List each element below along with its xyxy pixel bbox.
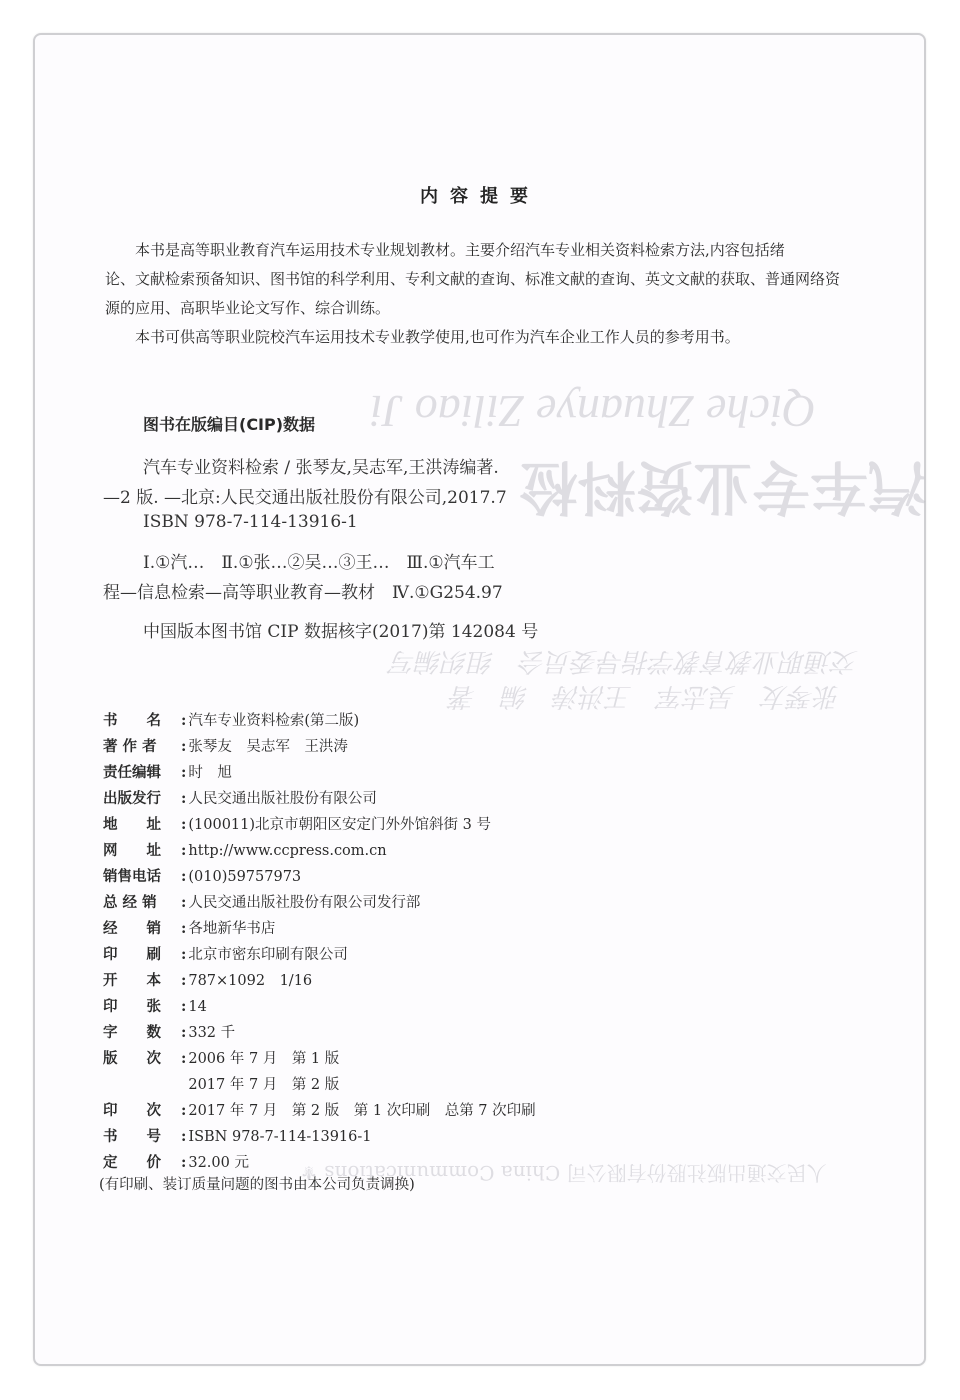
info-value: 2017 年 7 月 第 2 版	[188, 1077, 340, 1093]
info-value: 2006 年 7 月 第 1 版	[188, 1051, 340, 1067]
info-value: 张琴友 吴志军 王洪涛	[188, 739, 348, 755]
info-value: 各地新华书店	[188, 921, 276, 937]
info-value: 14	[188, 999, 207, 1015]
info-value: http://www.ccpress.com.cn	[188, 843, 387, 859]
info-label: 书 名	[103, 713, 161, 729]
info-row-publisher: 出版发行 : 人民交通出版社股份有限公司	[103, 787, 377, 811]
abstract-line: 本书可供高等职业院校汽车运用技术专业教学使用,也可作为汽车企业工作人员的参考用书。	[135, 328, 740, 346]
info-row-author: 著 作 者 : 张琴友 吴志军 王洪涛	[103, 735, 348, 759]
cip-line: 程—信息检索—高等职业教育—教材 Ⅳ.①G254.97	[103, 583, 503, 603]
info-value: 32.00 元	[188, 1155, 249, 1171]
info-row-sheets: 印 张 : 14	[103, 995, 207, 1019]
abstract-title: 内容提要	[420, 186, 540, 207]
cip-isbn: ISBN 978-7-114-13916-1	[143, 512, 358, 532]
info-label: 字 数	[103, 1025, 161, 1041]
info-value: 2017 年 7 月 第 2 版 第 1 次印刷 总第 7 次印刷	[188, 1103, 536, 1119]
abstract-line: 论、文献检索预备知识、图书馆的科学利用、专利文献的查询、标准文献的查询、英文文献的获取、普通网络资	[105, 270, 841, 288]
info-label: 销售电话	[103, 869, 161, 885]
info-value: 人民交通出版社股份有限公司发行部	[188, 895, 421, 911]
info-row-edition-2	[103, 1073, 339, 1097]
info-value: 787×1092 1/16	[188, 973, 313, 989]
info-row-printing: 印 次 : 2017 年 7 月 第 2 版 第 1 次印刷 总第 7 次印刷	[103, 1099, 536, 1123]
info-value: 时 旭	[188, 765, 232, 781]
info-label: 印 次	[103, 1103, 161, 1119]
cip-heading: 图书在版编目(CIP)数据	[143, 415, 316, 434]
info-row-price: 定 价 : 32.00 元	[103, 1151, 249, 1175]
info-value: 北京市密东印刷有限公司	[188, 947, 348, 963]
cip-line: —2 版. —北京:人民交通出版社股份有限公司,2017.7	[103, 488, 507, 508]
info-label: 出版发行	[103, 791, 161, 807]
info-label: 责任编辑	[103, 765, 161, 781]
info-label: 著 作 者	[103, 739, 157, 755]
info-row-editor: 责任编辑 : 时 旭	[103, 761, 232, 785]
info-label: 经 销	[103, 921, 161, 937]
info-row-isbn: 书 号 : ISBN 978-7-114-13916-1	[103, 1125, 372, 1149]
info-label: 书 号	[103, 1129, 161, 1145]
info-value: 332 千	[188, 1025, 236, 1041]
info-label: 版 次	[103, 1051, 161, 1067]
info-row-edition: 版 次 : 2006 年 7 月 第 1 版	[103, 1047, 339, 1071]
info-row-title: 书 名 : 汽车专业资料检索(第二版)	[103, 709, 359, 733]
info-label: 开 本	[103, 973, 161, 989]
info-label: 印 张	[103, 999, 161, 1015]
abstract-line: 源的应用、高职毕业论文写作、综合训练。	[105, 299, 391, 317]
info-row-format: 开 本 : 787×1092 1/16	[103, 969, 312, 993]
info-value: (010)59757973	[188, 869, 302, 885]
info-value: 汽车专业资料检索(第二版)	[188, 713, 360, 729]
info-row-address: 地 址 : (100011)北京市朝阳区安定门外外馆斜街 3 号	[103, 813, 491, 837]
info-row-wordcount: 字 数 : 332 千	[103, 1021, 235, 1045]
show-through-title: 汽车专业资料检	[520, 453, 927, 521]
info-row-printer: 印 刷 : 北京市密东印刷有限公司	[103, 943, 348, 967]
info-row-seller: 经 销 : 各地新华书店	[103, 917, 275, 941]
info-label: 地 址	[103, 817, 161, 833]
info-label: 定 价	[103, 1155, 161, 1171]
info-value: ISBN 978-7-114-13916-1	[188, 1129, 372, 1145]
show-through-publisher-logo: 人民交通出版社股份有限公司 China Communications ⚜	[300, 1161, 827, 1185]
abstract-line: 本书是高等职业教育汽车运用技术专业规划教材。主要介绍汽车专业相关资料检索方法,内容包括绪	[135, 241, 785, 259]
show-through-pinyin-title: Qiche Zhuanye Ziliao Ji	[370, 386, 816, 437]
cip-verification: 中国版本图书馆 CIP 数据核字(2017)第 142084 号	[143, 622, 539, 642]
show-through-authors: 张琴友 吴志军 王洪涛 编 著	[450, 681, 841, 711]
info-row-phone: 销售电话 : (010)59757973	[103, 865, 301, 889]
info-label: 总 经 销	[103, 895, 157, 911]
info-label: 印 刷	[103, 947, 161, 963]
cip-line: 汽车专业资料检索 / 张琴友,吴志军,王洪涛编著.	[143, 458, 499, 478]
info-label: 网 址	[103, 843, 161, 859]
show-through-committee: 交通职业教育教学指导委员会 组织编写	[390, 646, 859, 676]
info-row-website: 网 址 : http://www.ccpress.com.cn	[103, 839, 387, 863]
quality-note: (有印刷、装订质量问题的图书由本公司负责调换)	[99, 1177, 415, 1193]
info-row-distributor: 总 经 销 : 人民交通出版社股份有限公司发行部	[103, 891, 420, 915]
info-value: 人民交通出版社股份有限公司	[188, 791, 377, 807]
cip-line: Ⅰ.①汽… Ⅱ.①张…②吴…③王… Ⅲ.①汽车工	[143, 553, 495, 573]
info-value: (100011)北京市朝阳区安定门外外馆斜街 3 号	[188, 817, 491, 833]
